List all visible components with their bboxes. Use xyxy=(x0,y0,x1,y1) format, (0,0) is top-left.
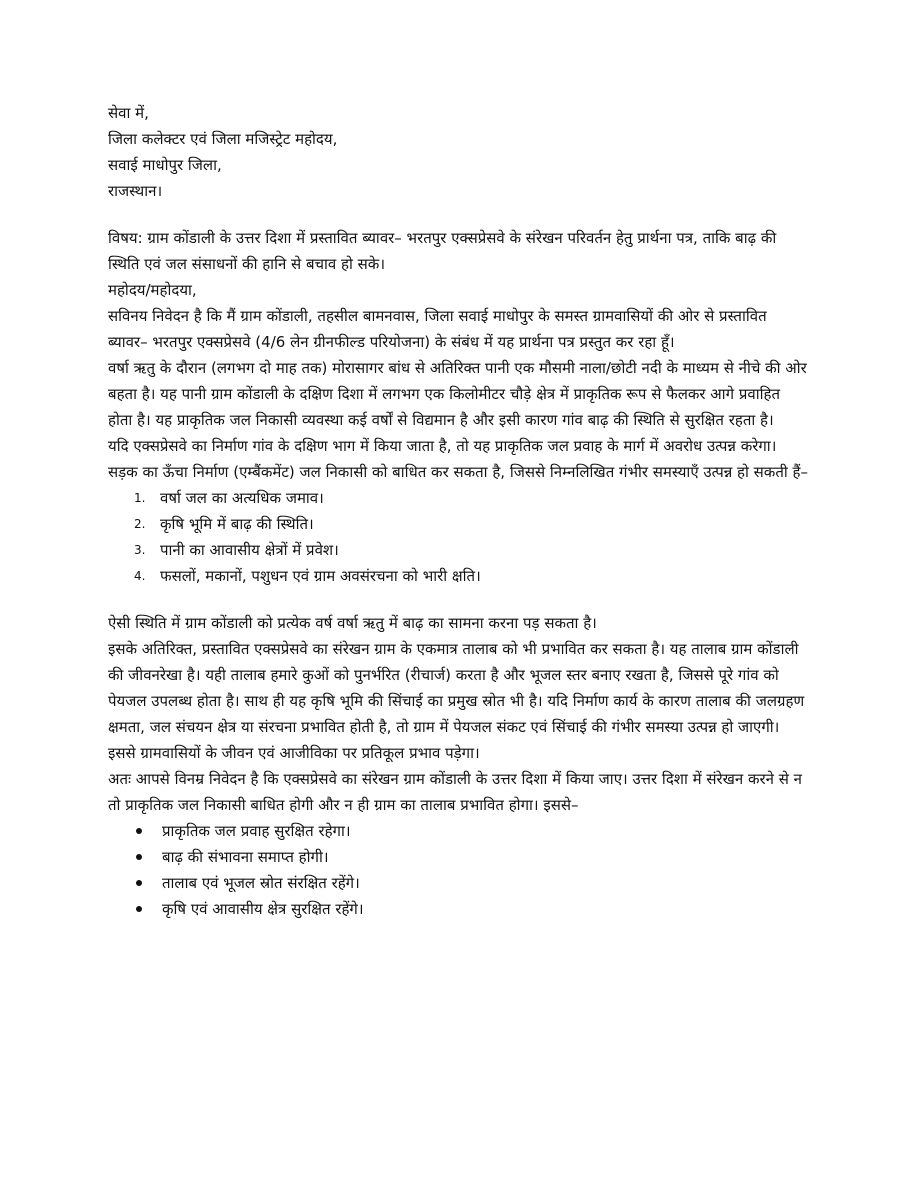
address-line: जिला कलेक्टर एवं जिला मजिस्ट्रेट महोदय, xyxy=(108,130,338,148)
list-item xyxy=(134,844,808,870)
problems-list xyxy=(108,485,808,589)
list-item xyxy=(134,563,808,589)
request-paragraph: अतः आपसे विनम्र निवेदन है कि एक्सप्रेसवे का संरेखन ग्राम कोंडाली के उत्तर दिशा में किया जाए। उत्तर दिशा में संरेखन करने से न तो प्राकृतिक जल निकासी बाधित होगी और न ही ग्राम का तालाब प्रभावित होगा। इससे– xyxy=(108,770,802,814)
bullet-icon xyxy=(136,880,142,886)
list-item-number: 1. xyxy=(134,491,146,505)
list-item xyxy=(134,818,808,844)
drainage-paragraph: वर्षा ऋतु के दौरान (लगभग दो माह तक) मोरासागर बांध से अतिरिक्त पानी एक मौसमी नाला/छोटी नदी के माध्यम से नीचे की ओर बहता है। यह पानी ग्राम कोंडाली के दक्षिण दिशा में लगभग एक किलोमीटर चौड़े क्षेत्र में प्राकृतिक रूप से फैलकर आगे प्रवाहित होता है। यह प्राकृतिक जल निकासी व्यवस्था कई वर्षों से विद्यमान है और इसी कारण गांव बाढ़ की स्थिति से सुरक्षित रहता है। xyxy=(108,359,807,429)
list-item-text: फसलों, मकानों, पशुधन एवं ग्राम अवसंरचना को भारी क्षति। xyxy=(160,567,481,585)
obstruction-paragraph: यदि एक्सप्रेसवे का निर्माण गांव के दक्षिण भाग में किया जाता है, तो यह प्राकृतिक जल प्रवाह के मार्ग में अवरोध उत्पन्न करेगा। सड़क का ऊँचा निर्माण (एम्बैंकमेंट) जल निकासी को बाधित कर सकता है, जिससे निम्नलिखित गंभीर समस्याएँ उत्पन्न हो सकती हैं– xyxy=(108,437,808,481)
salutation: महोदय/महोदया, xyxy=(108,281,197,299)
list-item xyxy=(134,537,808,563)
flood-risk-paragraph: ऐसी स्थिति में ग्राम कोंडाली को प्रत्येक वर्ष वर्षा ऋतु में बाढ़ का सामना करना पड़ सकता है। xyxy=(108,614,597,632)
pond-paragraph: इसके अतिरिक्त, प्रस्तावित एक्सप्रेसवे का संरेखन ग्राम के एकमात्र तालाब को भी प्रभावित कर सकता है। यह तालाब ग्राम कोंडाली की जीवनरेखा है। यही तालाब हमारे कुओं को पुनर्भरित (रीचार्ज) करता है और भूजल स्तर बनाए रखता है, जिससे पूरे गांव को पेयजल उपलब्ध होता है। साथ ही यह कृषि भूमि की सिंचाई का प्रमुख स्रोत भी है। यदि निर्माण कार्य के कारण तालाब की जलग्रहण क्षमता, जल संचयन क्षेत्र या संरचना प्रभावित होती है, तो ग्राम में पेयजल संकट एवं सिंचाई की गंभीर समस्या उत्पन्न हो जाएगी। इससे ग्रामवासियों के जीवन एवं आजीविका पर प्रतिकूल प्रभाव पड़ेगा। xyxy=(108,640,805,762)
list-item-number: 2. xyxy=(134,517,146,531)
list-item-text: वर्षा जल का अत्यधिक जमाव। xyxy=(160,489,324,507)
benefits-list xyxy=(108,818,808,922)
list-item-number: 4. xyxy=(134,569,146,583)
list-item xyxy=(134,511,808,537)
bullet-icon xyxy=(136,854,142,860)
list-item-text: कृषि भूमि में बाढ़ की स्थिति। xyxy=(160,515,314,533)
list-item xyxy=(134,870,808,896)
bullet-icon xyxy=(136,828,142,834)
list-item xyxy=(134,896,808,922)
recipient-address xyxy=(108,100,808,204)
list-item-text: बाढ़ की संभावना समाप्त होगी। xyxy=(162,848,329,866)
bullet-icon xyxy=(136,906,142,912)
letter-page xyxy=(108,100,808,922)
list-item-text: पानी का आवासीय क्षेत्रों में प्रवेश। xyxy=(160,541,339,559)
list-item-text: प्राकृतिक जल प्रवाह सुरक्षित रहेगा। xyxy=(162,822,351,840)
list-item xyxy=(134,485,808,511)
intro-paragraph: सविनय निवेदन है कि मैं ग्राम कोंडाली, तहसील बामनवास, जिला सवाई माधोपुर के समस्त ग्रामवासियों की ओर से प्रस्तावित ब्यावर– भरतपुर एक्सप्रेसवे (4/6 लेन ग्रीनफील्ड परियोजना) के संबंध में यह प्रार्थना पत्र प्रस्तुत कर रहा हूँ। xyxy=(108,307,767,351)
subject-line: विषय: ग्राम कोंडाली के उत्तर दिशा में प्रस्तावित ब्यावर– भरतपुर एक्सप्रेसवे के संरेखन परिवर्तन हेतु प्रार्थना पत्र, ताकि बाढ़ की स्थिति एवं जल संसाधनों की हानि से बचाव हो सके। xyxy=(108,229,777,273)
address-line: राजस्थान। xyxy=(108,182,163,200)
list-item-text: तालाब एवं भूजल स्रोत संरक्षित रहेंगे। xyxy=(162,874,360,892)
address-line: सेवा में, xyxy=(108,104,149,122)
list-item-text: कृषि एवं आवासीय क्षेत्र सुरक्षित रहेंगे। xyxy=(162,900,364,918)
list-item-number: 3. xyxy=(134,543,146,557)
address-line: सवाई माधोपुर जिला, xyxy=(108,156,222,174)
